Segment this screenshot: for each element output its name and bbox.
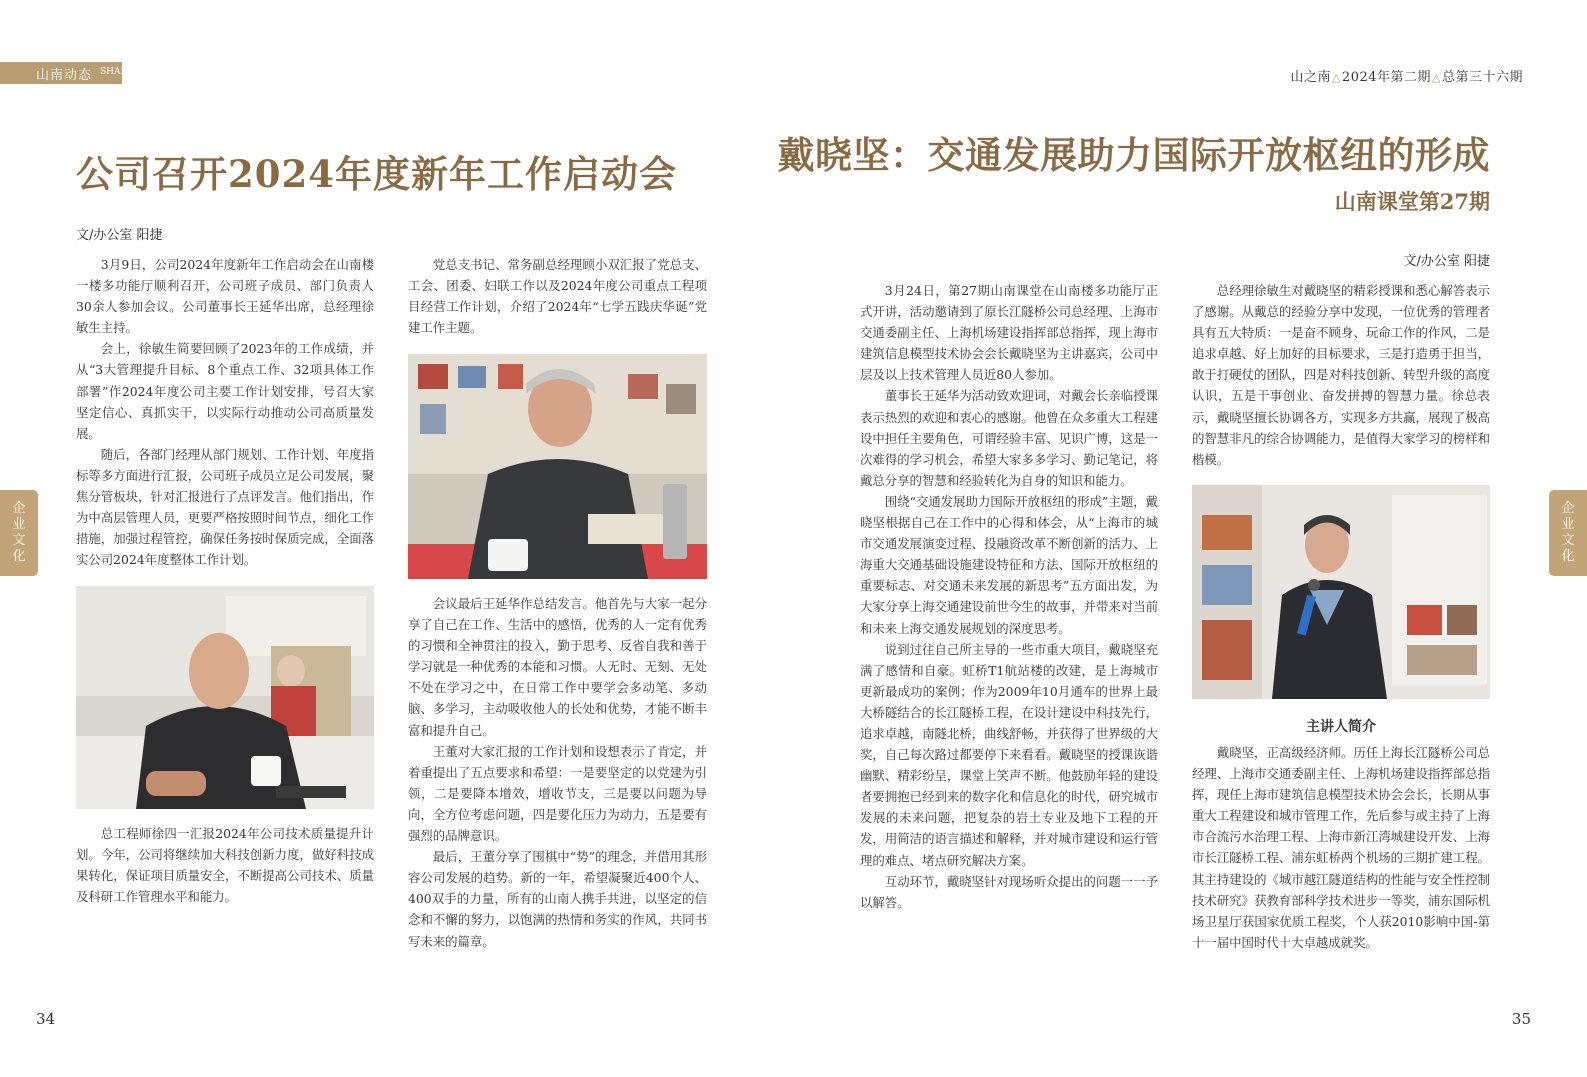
right-col1-text — [860, 280, 1158, 913]
left-col2-top — [408, 254, 707, 338]
paragraph: 董事长王延华为活动致欢迎词，对戴会长亲临授课表示热烈的欢迎和衷心的感谢。他曾在众多重大工程建设中担任主要角色，可谓经验丰富、见识广博，这是一次难得的学习机会，希望大家多多学习、勤记笔记，将戴总分享的智慧和经验转化为自身的知识和能力。 — [860, 388, 1158, 488]
paragraph: 3月24日，第27期山南课堂在山南楼多功能厅正式开讲，活动邀请到了原长江隧桥公司总经理、上海市交通委副主任、上海机场建设指挥部总指挥，现上海市建筑信息模型技术协会会长戴晓坚为主讲嘉宾，公司中层及以上技术管理人员近80人参加。 — [860, 283, 1158, 383]
paragraph: 3月9日，公司2024年度新年工作启动会在山南楼一楼多功能厅顺利召开，公司班子成员、部门负责人30余人参加会议。公司董事长王延华出席，总经理徐敏生主持。 — [76, 257, 374, 336]
right-article-title: 戴晓坚：交通发展助力国际开放枢纽的形成 — [777, 133, 1490, 177]
left-col1-text — [76, 254, 374, 570]
section-tag-en: SHANNAN NEWS — [100, 67, 184, 77]
paragraph: 党总支书记、常务副总经理顾小双汇报了党总支、工会、团委、妇联工作以及2024年度公司重点工程项目经营工作计划，介绍了2024年“七学五践庆华诞”党建工作主题。 — [408, 257, 707, 336]
bio-title: 主讲人简介 — [1306, 719, 1376, 735]
paragraph: 总经理徐敏生对戴晓坚的精彩授课和悉心解答表示了感谢。从戴总的经验分享中发现，一位优秀的管理者具有五大特质：一是奋不顾身、玩命工作的作风，二是追求卓越、好上加好的目标要求，三是打造勇于担当，敢于打硬仗的团队，四是对科技创新、转型升级的高度认识，五是干事创业、奋发拼搏的智慧力量。徐总表示，戴晓坚擅长协调各方，实现多方共赢，展现了极高的智慧非凡的综合协调能力，是值得大家学习的榜样和楷模。 — [1192, 283, 1490, 467]
side-tab-label: 企业文化 — [1561, 501, 1575, 564]
paragraph: 戴晓坚，正高级经济师。历任上海长江隧桥公司总经理、上海市交通委副主任、上海机场建设指挥部总指挥，现任上海市建筑信息模型技术协会会长，长期从事重大工程建设和城市管理工作，先后参与或主持了上海市合流污水治理工程、上海市新江湾城建设开发、上海市长江隧桥工程、浦东虹桥两个机场的三期扩建工程。其主持建设的《城市越江隧道结构的性能与安全性控制技术研究》获教育部科学技术进步一等奖，浦东国际机场卫星厅获国家优质工程奖，个人获2010影响中国-第十一届中国时代十大卓越成就奖。 — [1192, 745, 1490, 950]
right-article-subtitle: 山南课堂第27期 — [1334, 189, 1490, 214]
side-tab-left — [0, 490, 38, 576]
paragraph: 最后，王董分享了围棋中“势”的理念，并借用其形容公司发展的趋势。新的一年，希望凝聚近400个人、400双手的力量，所有的山南人携手共进，以坚定的信念和不懈的努力，以饱满的热情和务实的作风，共同书写未来的篇章。 — [408, 849, 707, 949]
side-tab-right — [1549, 490, 1587, 576]
triangle-icon: △ — [1331, 71, 1341, 84]
left-col1-bottom — [76, 823, 374, 907]
photo-wang-yanhua — [408, 354, 707, 579]
issue-info — [1290, 66, 1523, 85]
paragraph: 随后，各部门经理从部门规划、工作计划、年度指标等多方面进行汇报，公司班子成员立足公司发展，聚焦分管板块，针对汇报进行了点评发言。他们指出，作为中高层管理人员，更要严格按照时间节点，细化工作措施，加强过程管控，确保任务按时保质完成，全面落实公司2024年度整体工作计划。 — [76, 446, 374, 568]
photo-xu-siyi — [76, 586, 374, 809]
issue-number: 2024年第二期 — [1341, 70, 1432, 85]
paragraph: 围绕“交通发展助力国际开放枢纽的形成”主题，戴晓坚根据自己在工作中的心得和体会，从“上海市的城市交通发展演变过程、投融资改革不断创新的活力、上海重大交通基础设施建设特征和方法、国际开放枢纽的重要标志、对交通未来发展的新思考”五方面出发，为大家分享上海交通建设前世今生的故事，并带来对当前和未来上海交通发展规划的深度思考。 — [860, 493, 1158, 636]
page-number-left: 34 — [36, 1010, 56, 1028]
right-byline: 文/办公室 阳捷 — [1403, 254, 1490, 269]
paragraph: 会上，徐敏生简要回顾了2023年的工作成绩，并从“3大管理提升目标、8个重点工作、32项具体工作部署”作2024年度公司主要工作计划安排，号召大家坚定信心、真抓实干，以实际行动推动公司高质量发展。 — [76, 341, 374, 441]
paragraph: 王董对大家汇报的工作计划和设想表示了肯定，并着重提出了五点要求和希望：一是要坚定的以党建为引领，二是要降本增效，增收节支，三是要以问题为导向，全方位考虑问题，四是要化压力为动力，五是要有强烈的品牌意识。 — [408, 743, 707, 844]
paragraph: 会议最后王延华作总结发言。他首先与大家一起分享了自己在工作、生活中的感悟，优秀的人一定有优秀的习惯和全神贯注的投入，勤于思考、反省自我和善于学习就是一种优秀的本能和习惯。人无时、无刻、无处不处在学习之中，在日常工作中要学会多动笔、多动脑、多学习，主动吸收他人的长处和优势，才能不断丰富和提升自己。 — [408, 596, 707, 738]
photo-dai-xiaojian — [1192, 485, 1490, 699]
right-col2-top — [1192, 280, 1490, 470]
paragraph: 说到过往自己所主导的一些市重大项目，戴晓坚充满了感情和自豪。虹桥T1航站楼的改建，是上海城市更新最成功的案例；作为2009年10月通车的世界上最大桥隧结合的长江隧桥工程，在设计建设中科技先行，追求卓越，南隧北桥，曲线舒畅，并获得了世界级的大奖，自己每次路过都要停下来看看。戴晓坚的授课诙谐幽默、精彩纷呈，课堂上笑声不断。他鼓励年轻的建设者要拥抱已经到来的数字化和信息化的时代，研究城市发展的未来问题，把复杂的岩土专业及地下工程的开发，用简洁的语言描述和解释，并对城市建设和运行管理的难点、堵点研究解决方案。 — [860, 641, 1158, 868]
triangle-icon: △ — [1432, 71, 1441, 84]
section-tag-cn: 山南动态 — [36, 68, 93, 83]
bio-text — [1192, 742, 1490, 953]
page-number-right: 35 — [1511, 1010, 1531, 1028]
left-col2-text — [408, 593, 707, 952]
issue-magazine: 山之南 — [1290, 70, 1331, 85]
paragraph: 互动环节，戴晓坚针对现场听众提出的问题一一予以解答。 — [860, 873, 1158, 910]
left-byline: 文/办公室 阳捷 — [76, 228, 163, 243]
section-tag — [0, 62, 184, 84]
paragraph: 总工程师徐四一汇报2024年公司技术质量提升计划。今年，公司将继续加大科技创新力度，做好科技成果转化，保证项目质量安全，不断提高公司技术、质量及科研工作管理水平和能力。 — [76, 826, 374, 905]
issue-total: 总第三十六期 — [1441, 70, 1523, 85]
side-tab-label: 企业文化 — [12, 501, 26, 564]
left-article-title: 公司召开2024年度新年工作启动会 — [76, 152, 677, 196]
